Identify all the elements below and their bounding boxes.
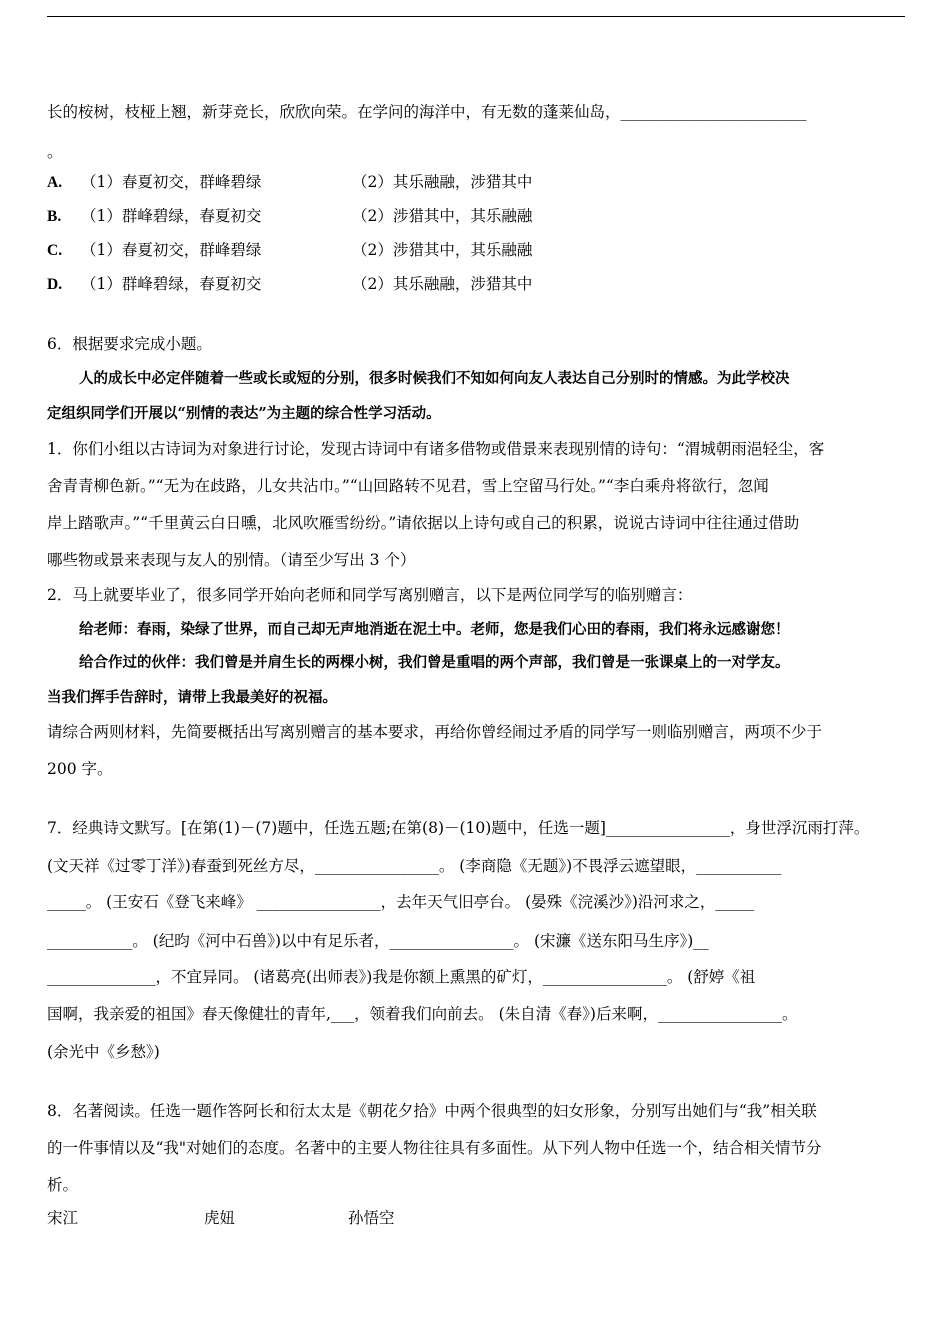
option-c (47, 239, 533, 262)
q6-intro-line-1: 人的成长中必定伴随着一些或长或短的分别，很多时候我们不知如何向友人表达自己分别时的情感。为此学校决 (79, 370, 790, 387)
option-part-1: （1）群峰碧绿，春夏初交 (81, 207, 262, 225)
q6-sub2-partner-message: 给合作过的伙伴：我们曾是并肩生长的两棵小树，我们曾是重唱的两个声部，我们曾是一张课桌上的一对学友。 (79, 654, 790, 671)
option-b (47, 205, 533, 228)
q7-line-3: _____。 (王安石《登飞来峰》 ________________，去年天气旧亭台。 (晏殊《浣溪沙》)沿河求之，_____ (47, 893, 755, 911)
option-part-2: （2）涉猎其中，其乐融融 (352, 241, 533, 259)
q8-line-2: 的一件事情以及“我"对她们的态度。名著中的主要人物往往具有多面性。从下列人物中任选一个，结合相关情节分 (47, 1139, 822, 1157)
character-name: 虎妞 (204, 1209, 236, 1227)
q6-sub2-partner-message-cont: 当我们挥手告辞时，请带上我最美好的祝福。 (47, 689, 337, 706)
option-part-2: （2）其乐融融，涉猎其中 (352, 173, 533, 191)
option-part-1: （1）群峰碧绿，春夏初交 (81, 275, 262, 293)
option-letter: D. (47, 276, 63, 293)
character-name: 孙悟空 (348, 1209, 395, 1227)
q7-line-2: (文天祥《过零丁洋》)春蚕到死丝方尽，________________。 (李商隐《无题》)不畏浮云遮望眼，___________ (47, 857, 782, 875)
q6-sub2-line-1: 2．马上就要毕业了，很多同学开始向老师和同学写离别赠言，以下是两位同学写的临别赠言： (47, 586, 693, 604)
option-letter: C. (47, 242, 63, 259)
q6-sub1-line-2: 舍青青柳色新。”“无为在歧路，儿女共沾巾。”“山回路转不见君，雪上空留马行处。”“李白乘舟将欲行，忽闻 (47, 477, 769, 495)
q6-sub1-line-3: 岸上踏歌声。”“千里黄云白日曛，北风吹雁雪纷纷。”请依据以上诗句或自己的积累，说说古诗词中往往通过借助 (47, 514, 800, 532)
q6-intro-line-2: 定组织同学们开展以“别情的表达”为主题的综合性学习活动。 (47, 405, 441, 422)
q8-line-3: 析。 (47, 1176, 79, 1194)
q5-line-2: 。 (47, 143, 63, 161)
option-part-1: （1）春夏初交，群峰碧绿 (81, 241, 262, 259)
option-letter: A. (47, 174, 63, 191)
q5-line-1: 长的桉树，枝桠上翘，新芽竞长，欣欣向荣。在学问的海洋中，有无数的蓬莱仙岛，________________________ (47, 103, 807, 121)
q7-line-7: (余光中《乡愁》) (47, 1043, 160, 1061)
q8-line-1: 8．名著阅读。任选一题作答阿长和衍太太是《朝花夕拾》中两个很典型的妇女形象，分别写出她们与“我”相关联 (47, 1102, 817, 1120)
header-rule (47, 16, 905, 17)
option-d (47, 273, 533, 296)
q7-line-1: 7．经典诗文默写。[在第(1)－(7)题中，任选五题;在第(8)－(10)题中，任选一题]________________，身世浮沉雨打萍。 (47, 819, 870, 837)
q7-line-6: 国啊，我亲爱的祖国》春天像健壮的青年,___，领着我们向前去。 (朱自清《春》)后来啊，________________。 (47, 1005, 798, 1023)
option-part-1: （1）春夏初交，群峰碧绿 (81, 173, 262, 191)
q6-sub2-teacher-message: 给老师：春雨，染绿了世界，而自己却无声地消逝在泥土中。老师，您是我们心田的春雨，我们将永远感谢您！ (79, 621, 790, 638)
q6-sub1-line-1: 1．你们小组以古诗词为对象进行讨论，发现古诗词中有诸多借物或借景来表现别情的诗句：“渭城朝雨浥轻尘，客 (47, 440, 825, 458)
q6-sub2-line-5: 请综合两则材料，先简要概括出写离别赠言的基本要求，再给你曾经闹过矛盾的同学写一则临别赠言，两项不少于 (47, 723, 823, 741)
option-letter: B. (47, 208, 62, 225)
q7-line-4: ___________。 (纪昀《河中石兽》)以中有足乐者，________________。 (宋濂《送东阳马生序》)__ (47, 932, 709, 950)
q6-sub1-line-4: 哪些物或景来表现与友人的别情。（请至少写出 3 个） (47, 551, 416, 569)
q6-title: 6．根据要求完成小题。 (47, 335, 212, 353)
q6-sub2-line-6: 200 字。 (47, 760, 113, 778)
option-part-2: （2）其乐融融，涉猎其中 (352, 275, 533, 293)
q7-line-5: ______________，不宜异同。 (诸葛亮(出师表》)我是你额上熏黑的矿灯，________________。 (舒婷《祖 (47, 968, 756, 986)
option-a (47, 171, 533, 194)
character-name: 宋江 (47, 1209, 79, 1227)
option-part-2: （2）涉猎其中，其乐融融 (352, 207, 533, 225)
